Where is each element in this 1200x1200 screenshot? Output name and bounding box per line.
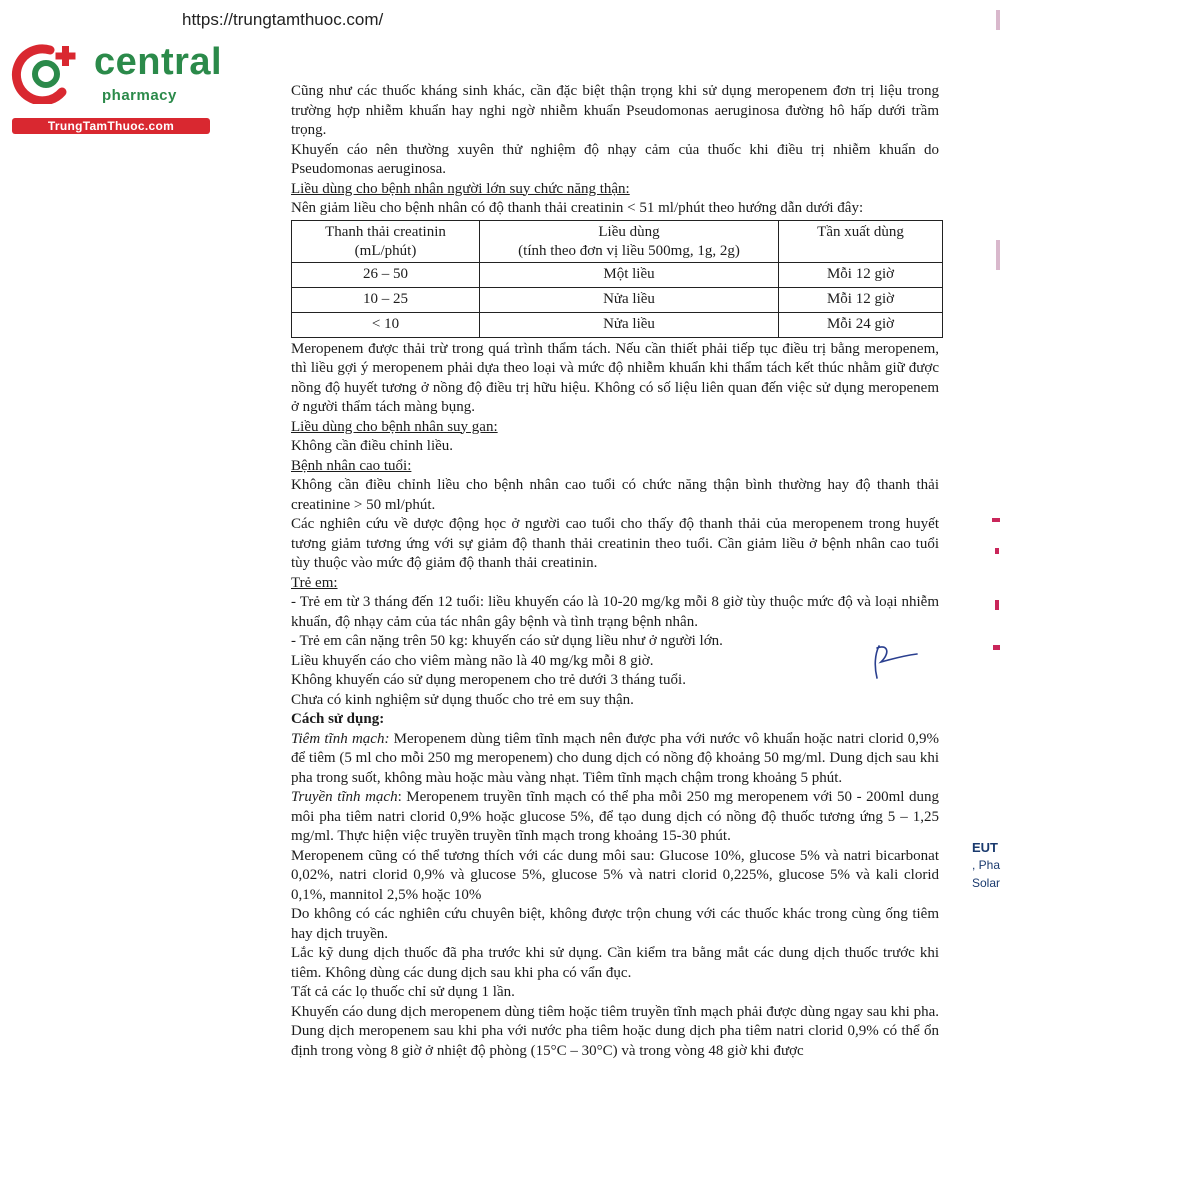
logo-site-banner: TrungTamThuoc.com (12, 118, 210, 134)
heading-elderly: Bệnh nhân cao tuổi: (291, 457, 412, 474)
table-cell: Mỗi 12 giờ (779, 287, 943, 312)
stamp-mark (995, 548, 999, 554)
table-cell: 26 – 50 (292, 262, 480, 287)
renal-dose-table (291, 220, 943, 338)
paragraph-sensitivity: Khuyến cáo nên thường xuyên thử nghiệm độ nhạy cảm của thuốc khi điều trị nhiễm khuẩn do Pseudomonas aeruginosa. (291, 141, 939, 177)
hepatic-text: Không cần điều chỉnh liều. (291, 438, 454, 454)
stamp-mark (993, 645, 1000, 650)
stamp-mark (995, 600, 999, 610)
table-row (292, 312, 943, 337)
table-header-row (292, 220, 943, 262)
logo-subtitle: pharmacy (102, 87, 177, 104)
table-row (292, 287, 943, 312)
table-cell: Một liều (480, 262, 779, 287)
side-fragment: , Pha (972, 858, 1001, 872)
usage-infusion: Truyền tĩnh mạch: Meropenem truyền tĩnh mạch có thể pha mỗi 250 mg meropenem với 50 - 200ml dung môi pha tiêm natri clorid 0,9% hoặc glucose 5%, để tạo dung dịch có nồng độ thuốc tương ứng 5 – 1,25 mg/ml. Thực hiện việc truyền truyền tĩnh mạch trong khoảng 15-30 phút. (291, 789, 939, 844)
pharmacy-logo-icon (10, 40, 90, 104)
usage-line: Meropenem cũng có thể tương thích với các dung môi sau: Glucose 10%, glucose 5% và natri bicarbonat 0,02%, natri clorid 0,9% và glucose 5%, glucose 5% và natri clorid 0,225%, glucose 5% và kali clorid 0,1%, mannitol 2,5% hoặc 10% (291, 847, 939, 903)
usage-line: Tất cả các lọ thuốc chỉ sử dụng 1 lần. (291, 984, 515, 1000)
renal-intro: Nên giảm liều cho bệnh nhân có độ thanh thải creatinin < 51 ml/phút theo hướng dẫn dưới đây: (291, 200, 864, 216)
handwritten-signature-icon (865, 640, 925, 685)
table-row (292, 262, 943, 287)
usage-line: Do không có các nghiên cứu chuyên biệt, không được trộn chung với các thuốc khác trong cùng ống tiêm hay dịch truyền. (291, 906, 939, 942)
side-fragment: Solar (972, 876, 1001, 890)
paragraph-caution: Cũng như các thuốc kháng sinh khác, cần đặc biệt thận trọng khi sử dụng meropenem đơn trị liệu trong trường hợp nhiễm khuẩn hay nghi ngờ nhiễm khuẩn Pseudomonas aeruginosa đường hô hấp dưới trầm trọng. (291, 83, 939, 138)
usage-iv: Tiêm tĩnh mạch: Meropenem dùng tiêm tĩnh mạch nên được pha với nước vô khuẩn hoặc natri clorid 0,9% để tiêm (5 ml cho mỗi 250 mg meropenem) cho dung dịch có nồng độ khoảng 50 mg/ml. Dung dịch sau khi pha trong suốt, không màu hoặc màu vàng nhạt. Tiêm tĩnh mạch chậm trong khoảng 5 phút. (291, 730, 939, 786)
table-header-cell: Tần xuất dùng (779, 220, 943, 262)
logo-wordmark: central (94, 41, 223, 83)
usage-line: Dung dịch meropenem sau khi pha với nước pha tiêm hoặc dung dịch pha tiêm natri clorid 0,9% có thể ổn định trong vòng 8 giờ ở nhiệt độ phòng (15°C – 30°C) và trong vòng 48 giờ khi được (291, 1023, 939, 1059)
heading-hepatic: Liều dùng cho bệnh nhân suy gan: (291, 418, 498, 435)
heading-usage: Cách sử dụng: (291, 711, 385, 727)
page-edge-mark (996, 10, 1000, 30)
central-pharmacy-logo (10, 38, 223, 136)
table-cell: Mỗi 12 giờ (779, 262, 943, 287)
table-cell: Nửa liều (480, 287, 779, 312)
heading-children: Trẻ em: (291, 574, 338, 591)
usage-line: Lắc kỹ dung dịch thuốc đã pha trước khi sử dụng. Cần kiểm tra bằng mắt các dung dịch thuốc trước khi tiêm. Không dùng các dung dịch sau khi pha có vẩn đục. (291, 945, 939, 981)
table-cell: Nửa liều (480, 312, 779, 337)
elderly-text-2: Các nghiên cứu về dược động học ở người cao tuổi cho thấy độ thanh thải của meropenem trong huyết tương giảm tương ứng với sự giảm độ thanh thải creatinin theo tuổi. Cần giảm liều ở bệnh nhân cao tuổi tùy thuộc vào mức độ giảm độ thanh thải creatinin. (291, 516, 939, 571)
table-header-cell: Thanh thải creatinin (mL/phút) (292, 220, 480, 262)
children-line: - Trẻ em cân nặng trên 50 kg: khuyến cáo sử dụng liều như ở người lớn. (291, 633, 723, 649)
page-edge-mark (996, 240, 1000, 270)
paragraph-dialysis: Meropenem được thải trừ trong quá trình thẩm tách. Nếu cần thiết phải tiếp tục điều trị bằng meropenem, thì liều gợi ý meropenem phải dựa theo loại và mức độ nhiễm khuẩn khi thẩm tách kết thúc nhằm giữ được nồng độ huyết tương ở nồng độ điều trị hữu hiệu. Không có số liệu liên quan đến việc sử dụng meropenem ở người thẩm tách màng bụng. (291, 340, 939, 415)
table-cell: < 10 (292, 312, 480, 337)
children-line: - Trẻ em từ 3 tháng đến 12 tuổi: liều khuyến cáo là 10-20 mg/kg mỗi 8 giờ tùy thuộc mức độ và loại nhiễm khuẩn, độ nhạy cảm của tác nhân gây bệnh và tình trạng bệnh nhân. (291, 594, 939, 630)
usage-line: Khuyến cáo dung dịch meropenem dùng tiêm hoặc tiêm truyền tĩnh mạch phải được dùng ngay sau khi pha. (291, 1003, 939, 1020)
table-header-cell: Liều dùng (tính theo đơn vị liều 500mg, 1g, 2g) (480, 220, 779, 262)
children-line: Liều khuyến cáo cho viêm màng não là 40 mg/kg mỗi 8 giờ. (291, 652, 654, 669)
table-cell: 10 – 25 (292, 287, 480, 312)
document-page (291, 82, 939, 1061)
children-line: Không khuyến cáo sử dụng meropenem cho trẻ dưới 3 tháng tuổi. (291, 672, 686, 688)
stamp-mark (992, 518, 1000, 522)
source-url: https://trungtamthuoc.com/ (182, 10, 384, 29)
side-fragment: EUT (972, 840, 998, 855)
heading-renal: Liều dùng cho bệnh nhân người lớn suy chức năng thận: (291, 180, 630, 197)
elderly-text-1: Không cần điều chỉnh liều cho bệnh nhân cao tuổi có chức năng thận bình thường hay độ thanh thải creatinine > 50 ml/phút. (291, 477, 939, 513)
children-line: Chưa có kinh nghiệm sử dụng thuốc cho trẻ em suy thận. (291, 691, 634, 708)
table-cell: Mỗi 24 giờ (779, 312, 943, 337)
